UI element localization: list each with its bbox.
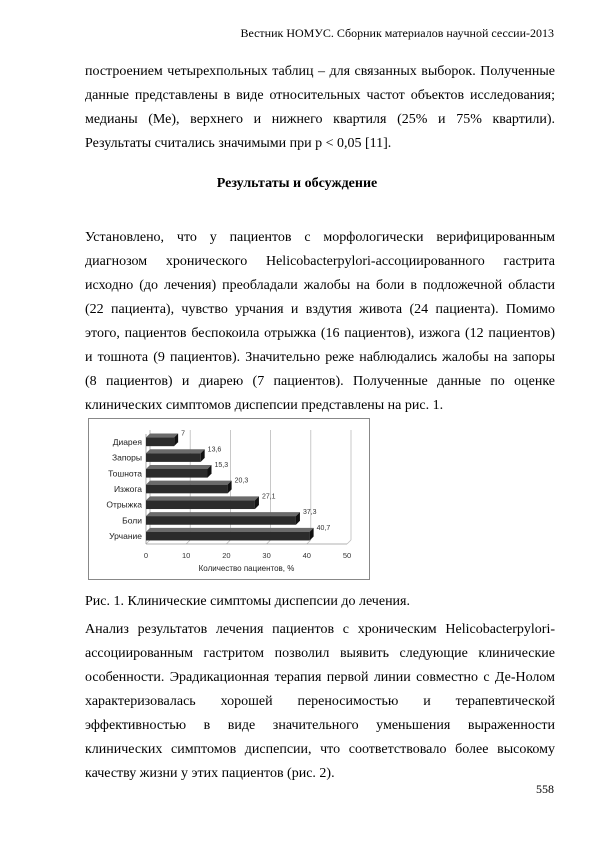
x-tick-label: 10 <box>182 551 191 560</box>
data-label: 20,3 <box>234 477 249 485</box>
category-label: Урчание <box>109 531 142 542</box>
para-analysis <box>85 618 555 786</box>
data-label: 27,1 <box>261 493 276 501</box>
para-methods <box>85 60 555 156</box>
bar <box>146 532 310 541</box>
x-tick-label: 30 <box>262 551 271 560</box>
text-line: Установлено, что у пациентов с морфологически верифицированным <box>85 230 555 245</box>
bar <box>146 438 174 447</box>
bar-top <box>146 449 205 453</box>
bar <box>146 453 201 462</box>
text-line: диагнозом хронического Helicobacterpylori-ассоциированного гастрита <box>85 254 555 269</box>
chart-svg <box>88 418 370 580</box>
page-number: 558 <box>536 782 554 796</box>
category-label: Отрыжка <box>106 499 142 510</box>
x-axis-title: Количество пациентов, % <box>198 564 295 573</box>
text-line: исходно (до лечения) преобладали жалобы на боли в подложечной области <box>85 278 555 293</box>
text-line: Результаты считались значимыми при p < 0,05 [11]. <box>85 136 392 151</box>
text-line: (22 пациента), чувство урчания и вздутия живота (24 пациента). Помимо <box>85 302 555 317</box>
data-label: 13,6 <box>207 446 222 454</box>
data-label: 37,3 <box>302 509 317 517</box>
text-line: Анализ результатов лечения пациентов с хроническим Helicobacterpylori- <box>85 622 555 637</box>
text-line: клинических симптомов диспепсии представлены на рис. 1. <box>85 398 444 413</box>
text-line: медианы (Ме), верхнего и нижнего квартиля (25% и 75% квартили). <box>85 112 555 127</box>
text-line: качеству жизни у этих пациентов (рис. 2). <box>85 766 335 781</box>
text-line: клинических симптомов диспепсии, что соответствовало более высокому <box>85 742 555 757</box>
text-line: этого, пациентов беспокоила отрыжка (16 пациентов), изжога (12 пациентов) <box>85 326 555 341</box>
category-label: Изжога <box>113 484 142 494</box>
x-tick-label: 40 <box>302 551 311 560</box>
running-header: Вестник НОМУС. Сборник материалов научной сессии-2013 <box>240 26 554 40</box>
text-line: ассоциированным гастритом позволил выявить следующие клинические <box>85 646 555 661</box>
x-tick-label: 50 <box>342 551 352 560</box>
bar-top <box>146 512 300 516</box>
text-line: данные представлены в виде относительных частот объектов исследования; <box>85 88 555 103</box>
figure-caption: Рис. 1. Клинические симптомы диспепсии до лечения. <box>85 594 410 609</box>
category-label: Диарея <box>112 436 142 447</box>
bar <box>146 500 255 509</box>
category-label: Запоры <box>111 452 142 463</box>
bar-top <box>146 528 314 532</box>
text-line: характеризовалась хорошей переносимостью и терапевтической <box>85 694 555 709</box>
bar-top <box>146 465 212 469</box>
text-line: и тошнота (9 пациентов). Значительно реже наблюдались жалобы на запоры <box>85 350 555 365</box>
bar-top <box>146 481 232 485</box>
symptoms-bar-chart <box>88 418 370 580</box>
category-label: Боли <box>122 515 142 526</box>
x-tick-label: 20 <box>222 551 231 560</box>
text-line: (8 пациентов) и диарею (7 пациентов). Полученные данные по оценке <box>85 374 555 389</box>
data-label: 40,7 <box>316 524 331 532</box>
bar-top <box>146 434 178 438</box>
bar <box>146 485 228 494</box>
para-results <box>85 226 555 418</box>
section-heading: Результаты и обсуждение <box>216 176 378 191</box>
bar <box>146 469 208 478</box>
text-line: особенности. Эрадикационная терапия первой линии совместно с Де-Нолом <box>85 670 555 685</box>
data-label: 7 <box>181 430 186 438</box>
x-tick-label: 0 <box>143 551 149 560</box>
bar <box>146 516 296 525</box>
text-line: эффективностью в виде значительного уменьшения выраженности <box>85 718 555 733</box>
data-label: 15,3 <box>214 461 229 469</box>
category-label: Тошнота <box>108 468 142 479</box>
text-line: построением четырехпольных таблиц – для связанных выборок. Полученные <box>85 64 555 79</box>
bar-top <box>146 496 259 500</box>
